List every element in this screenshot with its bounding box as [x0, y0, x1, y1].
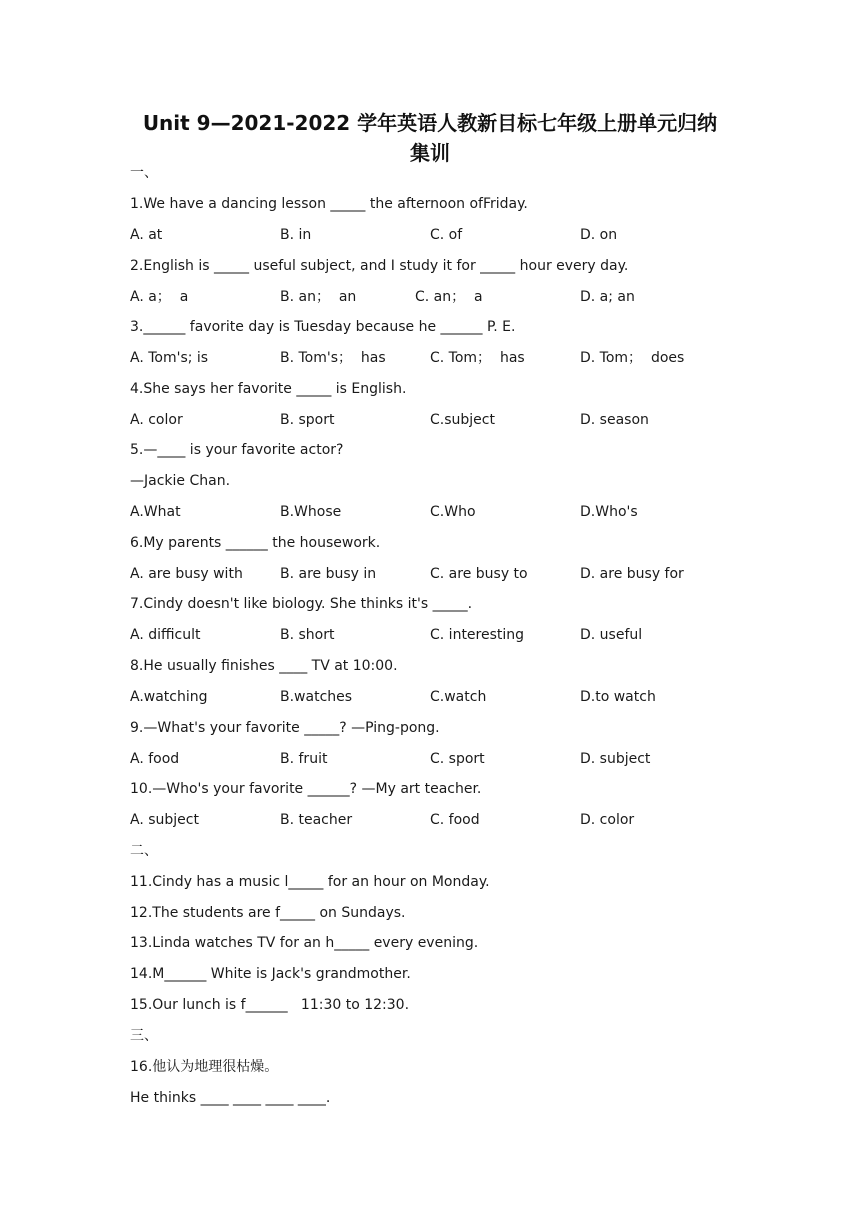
- option-a: A.watching: [130, 689, 208, 705]
- question-stem: 1.We have a dancing lesson _____ the afternoon ofFriday.: [130, 196, 528, 212]
- option-c: C. Tom； has: [430, 350, 525, 366]
- question-answer-line: —Jackie Chan.: [130, 473, 231, 489]
- option-d: D. a; an: [580, 289, 635, 305]
- option-c: C. of: [430, 227, 463, 243]
- question-stem: 2.English is _____ useful subject, and I study it for _____ hour every day.: [130, 258, 629, 274]
- option-d: D.Who's: [580, 504, 638, 520]
- document-title-line2: 集训: [410, 141, 450, 165]
- option-d: D. subject: [580, 751, 651, 767]
- option-b: B. Tom's； has: [280, 350, 386, 366]
- option-a: A. difficult: [130, 627, 201, 643]
- option-d: D. color: [580, 812, 635, 828]
- question-stem: 5.—____ is your favorite actor?: [130, 442, 344, 458]
- question-stem: 7.Cindy doesn't like biology. She thinks it's _____.: [130, 596, 473, 612]
- option-b: B. in: [280, 227, 312, 243]
- fill-blank-item: 15.Our lunch is f______ 11:30 to 12:30.: [130, 997, 410, 1013]
- option-c: C. sport: [430, 751, 485, 767]
- option-a: A. subject: [130, 812, 199, 828]
- option-c: C. interesting: [430, 627, 525, 643]
- option-c: C. are busy to: [430, 566, 528, 582]
- option-a: A. Tom's; is: [130, 350, 209, 366]
- fill-blank-item: 13.Linda watches TV for an h_____ every evening.: [130, 935, 479, 951]
- question-stem: 6.My parents ______ the housework.: [130, 535, 381, 551]
- option-c: C. an； a: [415, 289, 483, 305]
- option-d: D. Tom； does: [580, 350, 685, 366]
- option-b: B.Whose: [280, 504, 342, 520]
- fill-blank-item: 12.The students are f_____ on Sundays.: [130, 905, 406, 921]
- option-b: B. an； an: [280, 289, 357, 305]
- option-a: A.What: [130, 504, 181, 520]
- option-a: A. a； a: [130, 289, 189, 305]
- fill-blank-item: 14.M______ White is Jack's grandmother.: [130, 966, 411, 982]
- section-heading-2: 二、: [130, 843, 158, 859]
- question-stem: 10.—Who's your favorite ______? —My art teacher.: [130, 781, 482, 797]
- question-stem: 3.______ favorite day is Tuesday because he ______ P. E.: [130, 319, 516, 335]
- question-stem: 8.He usually finishes ____ TV at 10:00.: [130, 658, 398, 674]
- option-b: B. sport: [280, 412, 335, 428]
- option-d: D. on: [580, 227, 618, 243]
- option-c: C.subject: [430, 412, 495, 428]
- option-d: D. season: [580, 412, 649, 428]
- section-heading-1: 一、: [130, 165, 158, 181]
- option-c: C. food: [430, 812, 480, 828]
- fill-blank-item: 11.Cindy has a music l_____ for an hour on Monday.: [130, 874, 490, 890]
- section-heading-3: 三、: [130, 1028, 158, 1044]
- question-stem: 4.She says her favorite _____ is English.: [130, 381, 407, 397]
- option-a: A. are busy with: [130, 566, 243, 582]
- translation-item: 16.他认为地理很枯燥。: [130, 1059, 279, 1075]
- option-a: A. color: [130, 412, 183, 428]
- option-b: B. short: [280, 627, 335, 643]
- option-b: B. fruit: [280, 751, 328, 767]
- option-c: C.Who: [430, 504, 476, 520]
- option-c: C.watch: [430, 689, 487, 705]
- option-b: B. are busy in: [280, 566, 377, 582]
- option-a: A. food: [130, 751, 180, 767]
- option-d: D. useful: [580, 627, 643, 643]
- question-stem: 9.—What's your favorite _____? —Ping-pong.: [130, 720, 440, 736]
- option-a: A. at: [130, 227, 163, 243]
- option-b: B.watches: [280, 689, 353, 705]
- document-title-line1: Unit 9—2021-2022 学年英语人教新目标七年级上册单元归纳: [142, 111, 718, 135]
- translation-answer-line: He thinks ____ ____ ____ ____.: [130, 1090, 331, 1106]
- option-d: D.to watch: [580, 689, 656, 705]
- option-d: D. are busy for: [580, 566, 684, 582]
- option-b: B. teacher: [280, 812, 353, 828]
